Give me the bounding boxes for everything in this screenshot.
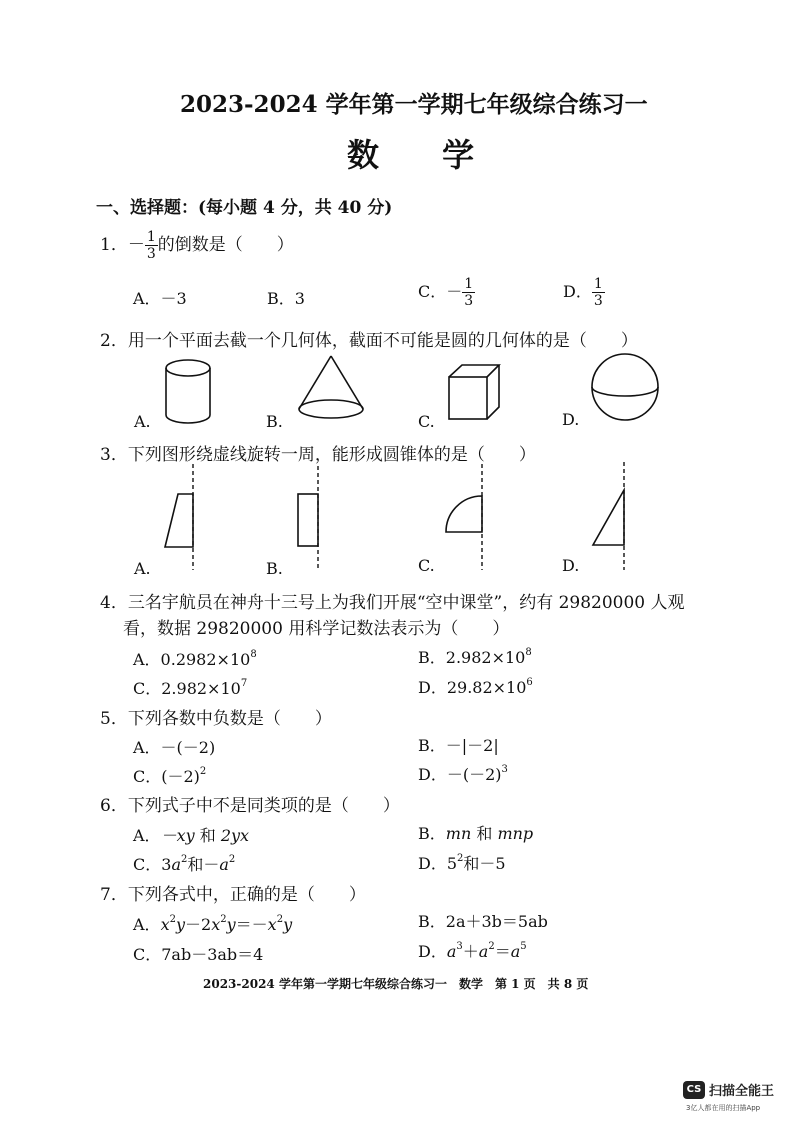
option-text: 2a＋3b＝5ab [445,912,548,931]
option-c [133,764,206,787]
exponent: 3 [501,764,508,775]
page-footer: 2023-2024 学年第一学期七年级综合练习一 数学 第 1 页 共 8 页 [203,977,589,991]
term: a [171,855,181,874]
question-4-line2: 看，数据 29820000 用科学记数法表示为（ ） [123,619,510,639]
exponent: 2 [199,766,207,777]
option-text: C．(－2) [133,767,200,786]
option-label: A． [133,915,161,934]
option-b [418,645,532,668]
option-label: C．3 [133,855,172,874]
option-d [418,675,533,698]
option-c: C. [418,412,435,431]
fraction [462,276,475,309]
option-a [133,647,257,670]
option-label: D． [418,942,447,961]
fraction [592,276,605,309]
term: mnp [497,824,534,843]
term: 2yx [220,826,250,845]
quarter-circle-rotation-figure [442,462,492,572]
exponent: 2 [457,853,464,864]
sphere-figure [589,351,661,423]
option-a [133,823,249,846]
connector: 和－ [187,855,220,874]
option-text: D．－(－2) [418,765,502,784]
option-b: B. [266,412,283,431]
rectangle-rotation-figure [288,464,338,572]
option-b: B．－|－2| [418,736,499,755]
term: a [219,855,229,874]
denominator: 3 [464,293,474,309]
option-label: D． [563,282,592,301]
neg-sign: － [127,235,145,255]
option-a: A. [134,412,151,431]
connector: 和 [194,826,221,845]
option-label: B． [418,824,446,843]
option-d [418,762,508,785]
option-text: 7ab－3ab＝4 [161,945,264,964]
cone-figure [294,353,368,423]
option-b: B. [266,559,283,578]
option-b: B．3 [267,289,305,308]
numerator: 1 [464,276,474,292]
scanner-logo-icon: CS [683,1081,705,1099]
option-a: A．－3 [133,289,187,308]
option-text: C．2.982×10 [133,679,241,698]
option-a: A．$x^2y-2x^2y=-x^2y$ [133,914,293,934]
option-label: C． [133,945,162,964]
denominator: 3 [593,293,603,309]
cylinder-figure [160,357,216,425]
term: －xy [160,826,195,845]
option-c [133,676,247,699]
question-6: 6．下列式子中不是同类项的是（ ） [100,796,400,816]
question-2: 2．用一个平面去截一个几何体，截面不可能是圆的几何体的是（ ） [100,331,638,351]
question-text: 的倒数是（ ） [157,235,294,255]
question-5: 5．下列各数中负数是（ ） [100,709,332,729]
option-label: B． [418,912,446,931]
option-text: A．0.2982×10 [133,650,251,669]
option-a: A. [134,559,151,578]
connector: 和 [471,824,498,843]
term: mn [445,824,472,843]
option-label: C．－ [418,282,463,301]
question-7: 7．下列各式中，正确的是（ ） [100,885,366,905]
scanner-app-name: 扫描全能王 [709,1084,775,1099]
option-c [133,942,263,965]
section-heading: 一、选择题：(每小题 4 分，共 40 分) [96,198,393,218]
numerator: 1 [146,229,156,245]
question-number: 1． [100,235,128,255]
cube-figure [446,362,502,424]
question-3: 3．下列图形绕虚线旋转一周，能形成圆锥体的是（ ） [100,445,536,465]
option-text: D．29.82×10 [418,678,527,697]
option-c [418,276,475,309]
question-1 [100,229,294,262]
exponent: 2 [180,854,188,865]
triangle-rotation-figure [586,460,636,572]
option-d [418,851,506,874]
trapezoid-rotation-figure [160,462,210,572]
exponent: 7 [240,678,248,689]
exponent: 8 [525,647,532,658]
option-text: B．2.982×10 [418,648,526,667]
exponent: 2 [228,854,236,865]
subject-title: 数 学 [347,136,501,174]
exam-title: 2023-2024 学年第一学期七年级综合练习一 [180,91,648,118]
exponent: 8 [250,649,257,660]
option-d: D．$a^3+a^2=a^5$ [418,941,527,961]
option-d [563,276,605,309]
question-4-line1: 4．三名宇航员在神舟十三号上为我们开展“空中课堂”，约有 29820000 人观 [100,593,685,613]
option-c [133,852,235,875]
option-b [418,909,548,932]
option-c: C. [418,556,435,575]
exponent: 6 [526,677,533,688]
scanner-tagline: 3亿人都在用的扫描App [686,1104,761,1112]
option-label: D．5 [418,854,458,873]
numerator: 1 [593,276,603,292]
denominator: 3 [146,246,156,262]
option-a: A．－(－2) [133,738,216,757]
option-d: D. [562,410,580,429]
option-text: 和－5 [463,854,506,873]
option-label: A． [133,826,161,845]
option-d: D. [562,556,580,575]
fraction-one-third [145,229,158,262]
option-b [418,821,533,844]
